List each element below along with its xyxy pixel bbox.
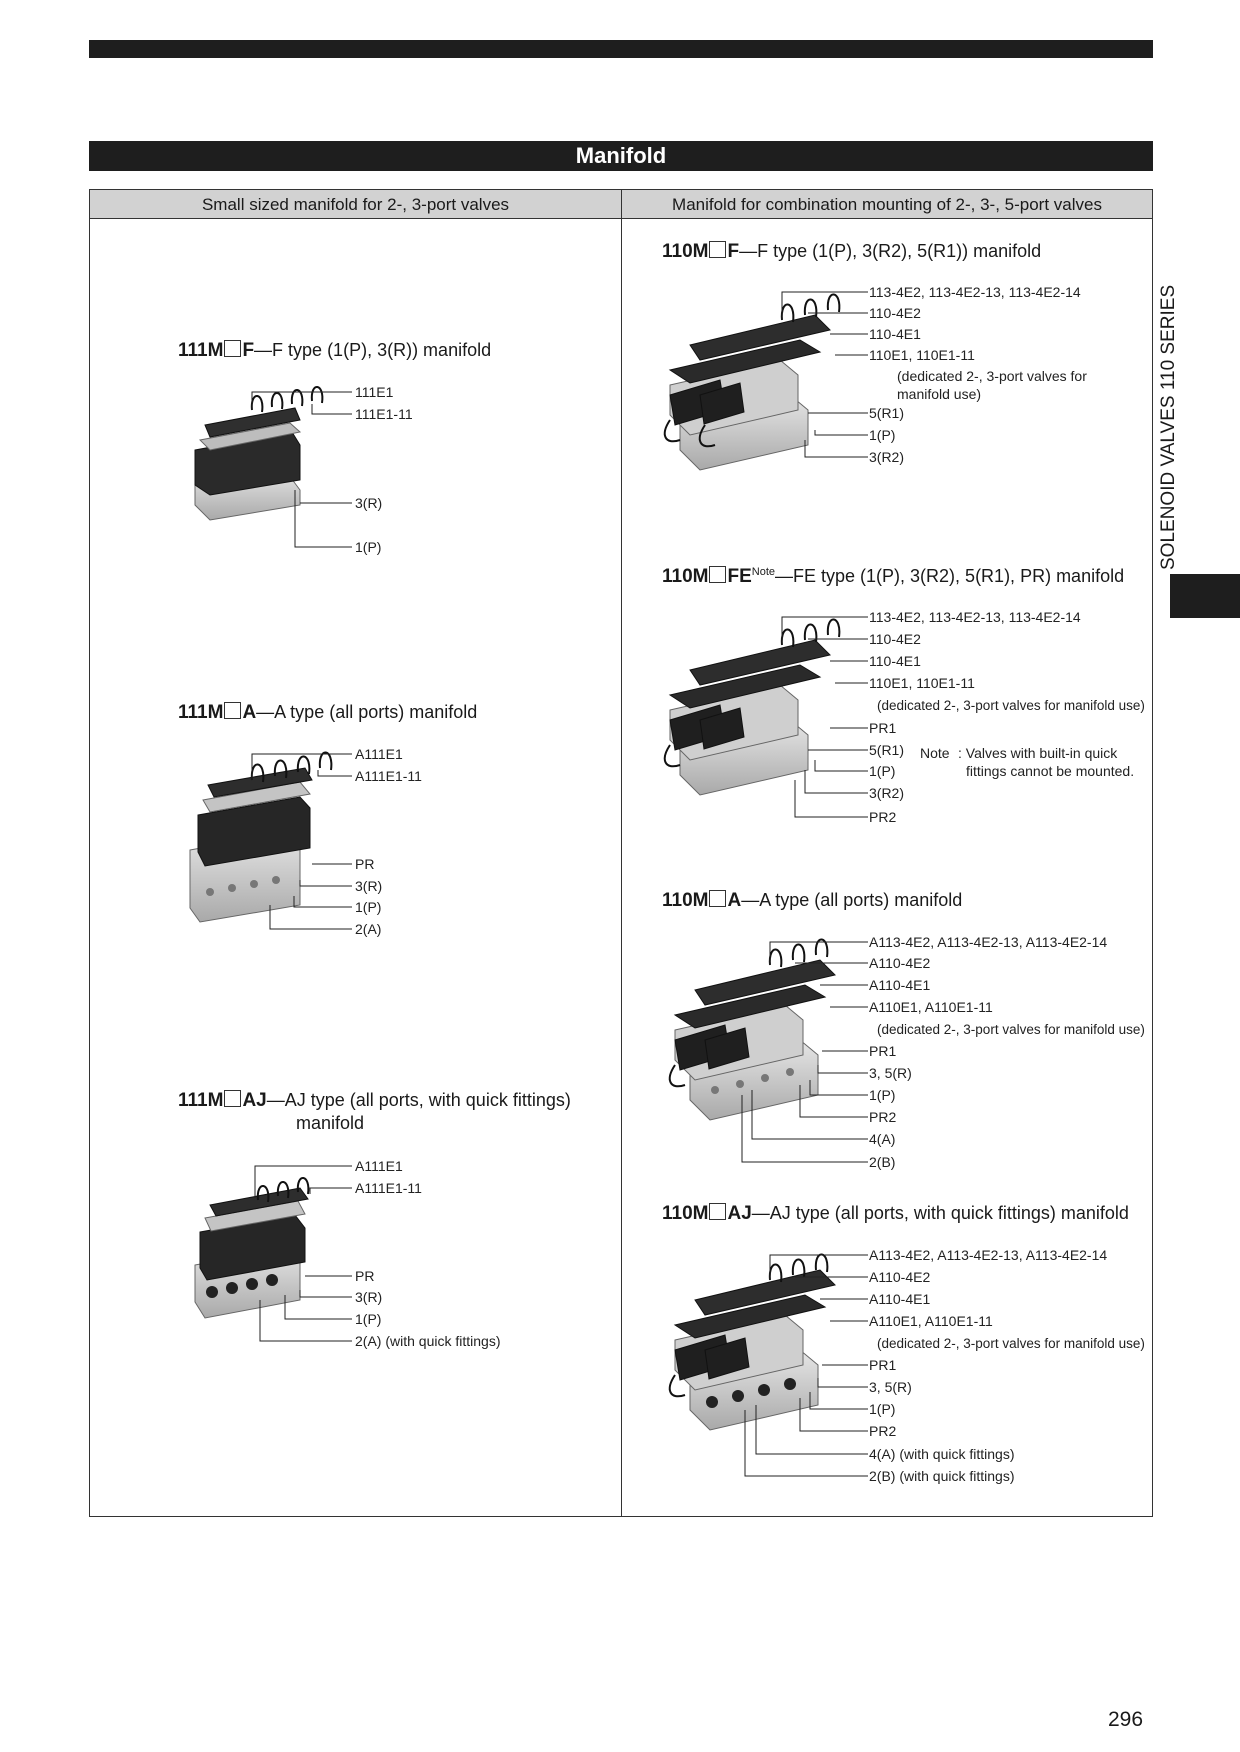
left-f-title [178, 340, 491, 362]
port-label: 2(A) (with quick fittings) [355, 1333, 501, 1349]
option-box-icon [709, 890, 726, 907]
model-description: —AJ type (all ports, with quick fittings) [266, 1090, 571, 1110]
page-number: 296 [1108, 1708, 1144, 1731]
port-label: PR [355, 1268, 375, 1284]
model-description: —A type (all ports) manifold [741, 890, 963, 910]
port-label: 3(R2) [869, 449, 905, 465]
model-suffix: AJ [727, 1203, 752, 1224]
model-code: 110M [662, 890, 709, 911]
model-code: 111M [178, 702, 224, 723]
label: A113-4E2, A113-4E2-13, A113-4E2-14 [869, 1247, 1108, 1263]
section-title: Manifold [89, 141, 1153, 171]
model-suffix: F [727, 241, 740, 262]
port-label: 3(R) [355, 1289, 383, 1305]
manifold-111m-aj-image [195, 1178, 308, 1318]
port-label: 1(P) [869, 427, 896, 443]
model-description: —F type (1(P), 3(R2), 5(R1)) manifold [739, 241, 1042, 261]
port-label: 1(P) [355, 899, 382, 915]
label: 111E1 [355, 384, 394, 400]
model-description: —A type (all ports) manifold [256, 702, 478, 722]
model-code: 111M [178, 1090, 224, 1111]
port-label: 5(R1) [869, 405, 905, 421]
port-label: 1(P) [869, 763, 896, 779]
model-code: 110M [662, 1203, 709, 1224]
manifold-110m-f-image [665, 294, 840, 470]
model-suffix: A [727, 890, 742, 911]
label: A111E1-11 [355, 1180, 422, 1196]
label: 110-4E2 [869, 631, 921, 647]
port-label: 4(A) (with quick fittings) [869, 1446, 1015, 1462]
side-series-label: SOLENOID VALVES 110 SERIES [1158, 284, 1179, 570]
port-label: PR1 [869, 1357, 897, 1373]
label: A110E1, A110E1-11 [869, 999, 993, 1015]
label: A110-4E2 [869, 955, 931, 971]
note-text-line2: fittings cannot be mounted. [966, 763, 1135, 779]
label: A111E1 [355, 746, 403, 762]
option-box-icon [709, 241, 726, 258]
note-superscript: Note [751, 566, 776, 578]
port-label: 4(A) [869, 1131, 896, 1147]
port-label: 3(R) [355, 878, 383, 894]
label: A110-4E2 [869, 1269, 931, 1285]
model-suffix: AJ [242, 1090, 267, 1111]
port-label: 2(B) [869, 1154, 896, 1170]
model-code: 110M [662, 566, 709, 587]
right-fe-title [662, 566, 1124, 588]
model-description: —AJ type (all ports, with quick fittings) manifold [751, 1203, 1129, 1223]
port-label: PR [355, 856, 375, 872]
manifold-110m-fe-image [665, 619, 840, 795]
label: 113-4E2, 113-4E2-13, 113-4E2-14 [869, 284, 1081, 300]
label: 113-4E2, 113-4E2-13, 113-4E2-14 [869, 609, 1081, 625]
model-description: —FE type (1(P), 3(R2), 5(R1), PR) manifold [775, 566, 1125, 586]
right-a-title [662, 890, 962, 912]
port-label: 1(P) [869, 1087, 896, 1103]
label: 110E1, 110E1-11 [869, 347, 975, 363]
right-aj-title [662, 1203, 1129, 1225]
label: A111E1-11 [355, 768, 422, 784]
label: 110-4E1 [869, 653, 921, 669]
model-suffix: F [242, 340, 255, 361]
port-label: PR1 [869, 720, 897, 736]
option-box-icon [224, 702, 241, 719]
label: 110E1, 110E1-11 [869, 675, 975, 691]
port-label: PR2 [869, 1109, 897, 1125]
option-box-icon [709, 566, 726, 583]
left-aj-title [178, 1090, 571, 1112]
port-label: 2(A) [355, 921, 382, 937]
port-label: 3, 5(R) [869, 1379, 912, 1395]
label: A110-4E1 [869, 977, 931, 993]
port-label: PR2 [869, 809, 897, 825]
port-label: 3(R2) [869, 785, 905, 801]
right-column-header: Manifold for combination mounting of 2-, 3-, 5-port valves [672, 195, 1102, 214]
label: 111E1-11 [355, 406, 413, 422]
port-label: 1(P) [355, 539, 382, 555]
label: 110-4E2 [869, 305, 921, 321]
left-a-title [178, 702, 477, 724]
manifold-111m-f-image [195, 387, 322, 520]
label-note: manifold use) [897, 386, 982, 402]
port-label: PR2 [869, 1423, 897, 1439]
port-label: 5(R1) [869, 742, 905, 758]
left-aj-title-line2: manifold [296, 1113, 365, 1133]
label-note: (dedicated 2-, 3-port valves for [897, 368, 1087, 384]
right-f-title [662, 241, 1041, 263]
note-text-line1: : Valves with built-in quick [958, 745, 1118, 761]
model-suffix: A [242, 702, 257, 723]
port-label: 1(P) [869, 1401, 896, 1417]
port-label: 2(B) (with quick fittings) [869, 1468, 1015, 1484]
option-box-icon [709, 1203, 726, 1220]
model-code: 110M [662, 241, 709, 262]
port-label: 3, 5(R) [869, 1065, 912, 1081]
note-label: Note [920, 745, 950, 761]
label-note: (dedicated 2-, 3-port valves for manifold use) [877, 1022, 1145, 1037]
port-label: 1(P) [355, 1311, 382, 1327]
option-box-icon [224, 340, 241, 357]
label: A110E1, A110E1-11 [869, 1313, 993, 1329]
label: A113-4E2, A113-4E2-13, A113-4E2-14 [869, 934, 1108, 950]
manifold-111m-a-image [190, 752, 331, 922]
port-label: PR1 [869, 1043, 897, 1059]
label: A111E1 [355, 1158, 403, 1174]
label-note: (dedicated 2-, 3-port valves for manifold use) [877, 1336, 1145, 1351]
model-suffix: FE [727, 566, 752, 587]
label-note: (dedicated 2-, 3-port valves for manifold use) [877, 698, 1145, 713]
left-column-header: Small sized manifold for 2-, 3-port valves [201, 195, 510, 214]
model-description: —F type (1(P), 3(R)) manifold [254, 340, 492, 360]
port-label: 3(R) [355, 495, 383, 511]
side-tab-marker [1170, 574, 1240, 618]
label: A110-4E1 [869, 1291, 931, 1307]
label: 110-4E1 [869, 326, 921, 342]
model-code: 111M [178, 340, 224, 361]
option-box-icon [224, 1090, 241, 1107]
